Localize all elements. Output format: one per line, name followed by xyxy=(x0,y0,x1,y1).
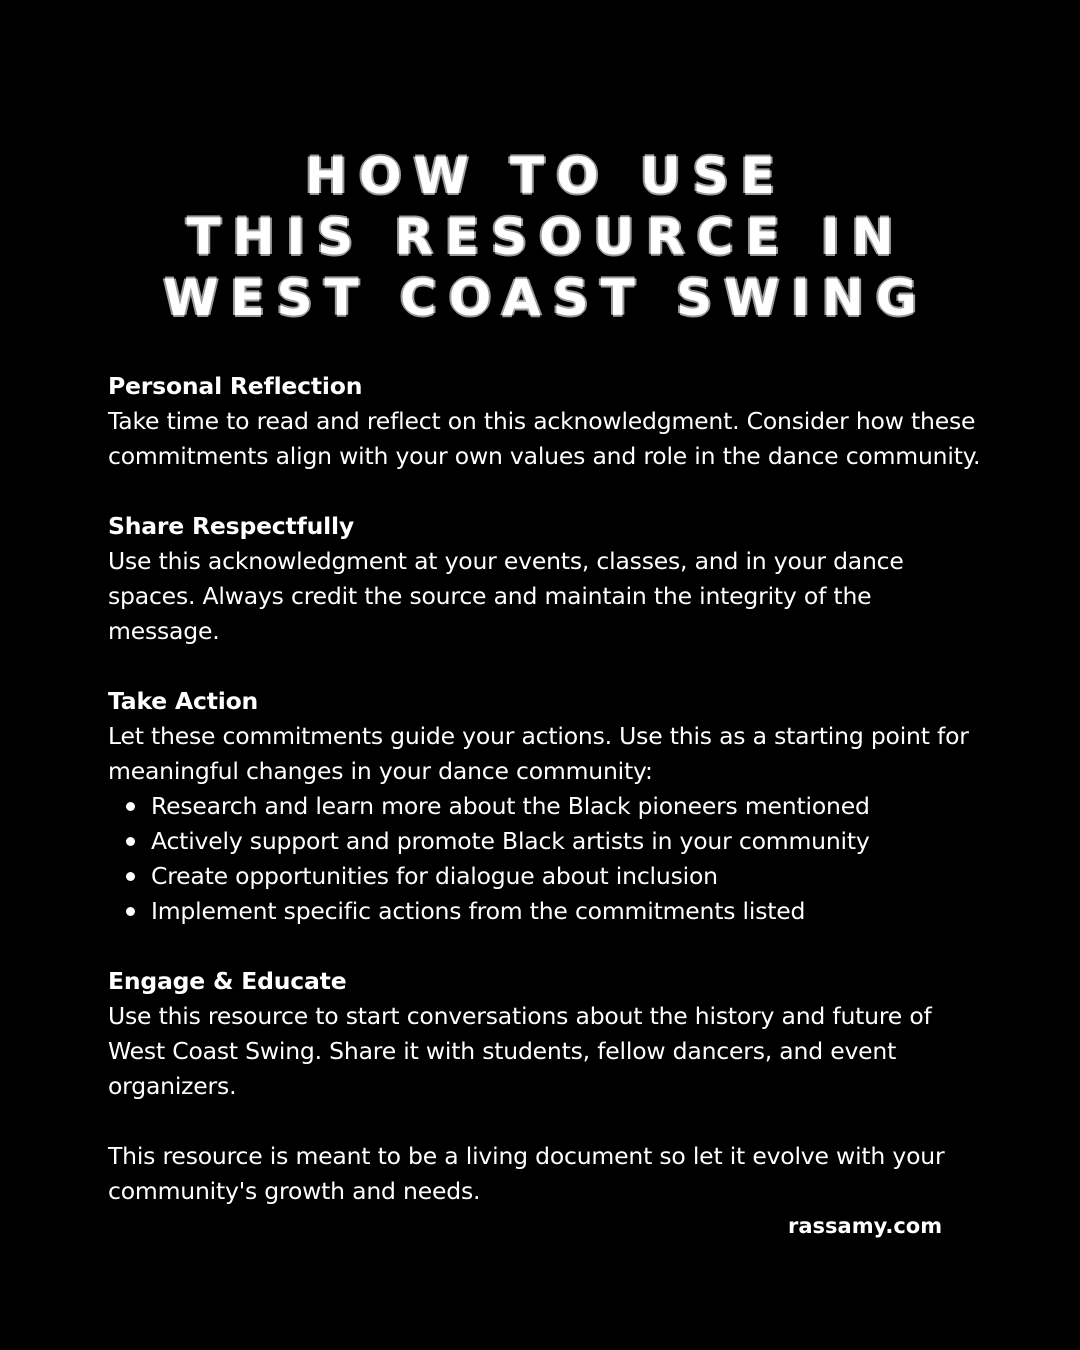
page-title-line: WEST COAST SWING xyxy=(163,268,929,327)
list-item xyxy=(108,824,988,859)
page-title-line: HOW TO USE xyxy=(305,146,787,205)
section-body: Let these commitments guide your actions. Use this as a starting point for meaningful changes in your dance community: xyxy=(108,722,969,785)
content-body xyxy=(108,369,988,1209)
list-item xyxy=(108,859,988,894)
section-heading: Share Respectfully xyxy=(108,512,354,540)
list-item xyxy=(108,789,988,824)
bullet-icon xyxy=(126,907,135,916)
action-list xyxy=(108,789,988,929)
section-heading: Personal Reflection xyxy=(108,372,363,400)
section-take-action xyxy=(108,684,988,929)
page-title-line: THIS RESOURCE IN xyxy=(186,207,906,266)
list-item xyxy=(108,894,988,929)
list-item-text: Implement specific actions from the commitments listed xyxy=(151,897,806,925)
list-item-text: Actively support and promote Black artists in your community xyxy=(151,827,870,855)
section-body: Use this acknowledgment at your events, classes, and in your dance spaces. Always credit the source and maintain the integrity of the message. xyxy=(108,547,904,645)
website-link[interactable]: rassamy.com xyxy=(788,1214,943,1238)
section-engage-educate xyxy=(108,964,988,1104)
section-body: Take time to read and reflect on this acknowledgment. Consider how these commitments align with your own values and role in the dance community. xyxy=(108,407,981,470)
section-heading: Engage & Educate xyxy=(108,967,347,995)
list-item-text: Research and learn more about the Black pioneers mentioned xyxy=(151,792,870,820)
bullet-icon xyxy=(126,837,135,846)
bullet-icon xyxy=(126,802,135,811)
section-heading: Take Action xyxy=(108,687,259,715)
list-item-text: Create opportunities for dialogue about inclusion xyxy=(151,862,718,890)
section-personal-reflection xyxy=(108,369,988,474)
section-share-respectfully xyxy=(108,509,988,649)
page-title xyxy=(0,146,1080,329)
closing-note: This resource is meant to be a living document so let it evolve with your community's growth and needs. xyxy=(108,1142,945,1205)
section-body: Use this resource to start conversations about the history and future of West Coast Swing. Share it with students, fellow dancers, and event organizers. xyxy=(108,1002,932,1100)
bullet-icon xyxy=(126,872,135,881)
